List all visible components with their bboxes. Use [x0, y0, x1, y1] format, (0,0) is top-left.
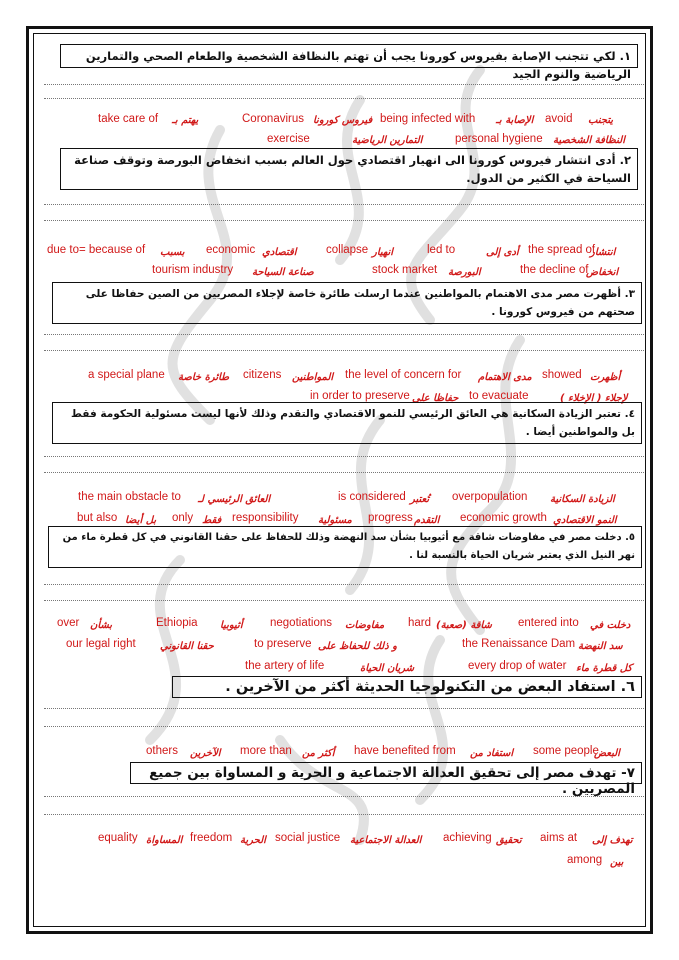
question-4: ٤. تعتبر الزيادة السكانية هي العائق الرئيسي للنمو الاقتصادي والتقدم وذلك لأنها ليست مسئولية الحكومة فقط بل والمواطنين أيضا .: [52, 402, 642, 444]
vocab-item: more than: [240, 745, 292, 757]
vocab-item: due to= because of: [47, 244, 146, 256]
vocab-item: overpopulation: [452, 491, 528, 503]
vocab-item: شاقة (صعبة): [436, 620, 492, 631]
answer-line: [44, 204, 644, 205]
vocab-item: دخلت في: [590, 620, 631, 631]
vocab-item: showed: [542, 369, 582, 381]
vocab-item: اقتصادي: [262, 247, 297, 258]
vocab-item: Coronavirus: [242, 113, 304, 125]
vocab-item: the level of concern for: [345, 369, 462, 381]
vocab-item: progress: [368, 512, 413, 524]
vocab-item: أدى إلى: [486, 247, 519, 258]
question-7: ٧- تهدف مصر إلى تحقيق العدالة الاجتماعية و الحرية و المساواة بين جميع المصريين .: [130, 762, 642, 784]
vocab-item: Ethiopia: [156, 617, 198, 629]
vocab-item: حقنا القانوني: [160, 641, 214, 652]
vocab-item: العدالة الاجتماعية: [350, 835, 422, 846]
vocab-item: انخفاض: [586, 267, 619, 278]
vocab-item: economic growth: [460, 512, 547, 524]
vocab-item: تُعتبر: [410, 494, 430, 505]
vocab-item: economic: [206, 244, 256, 256]
vocab-item: البعض: [594, 748, 620, 759]
vocab-item: أثيوبيا: [220, 620, 243, 631]
vocab-item: شريان الحياة: [360, 663, 415, 674]
vocab-item: و ذلك للحفاظ على: [318, 641, 397, 652]
answer-line: [44, 726, 644, 727]
vocab-item: طائرة خاصة: [178, 372, 230, 383]
vocab-item: الحرية: [240, 835, 266, 846]
vocab-item: responsibility: [232, 512, 299, 524]
vocab-item: led to: [427, 244, 456, 256]
vocab-item: فقط: [202, 515, 222, 526]
vocab-item: exercise: [267, 133, 310, 145]
vocab-item: مدى الاهتمام: [478, 372, 532, 383]
vocab-item: الزيادة السكانية: [550, 494, 615, 505]
question-1: ١. لكي تتجنب الإصابة بفيروس كورونا يجب أن تهتم بالنظافة الشخصية والطعام الصحي والتمارين الرياضية والنوم الجيد: [60, 44, 638, 68]
vocab-item: citizens: [243, 369, 282, 381]
vocab-item: صناعة السياحة: [252, 267, 314, 278]
vocab-item: بسبب: [160, 247, 185, 258]
vocab-item: collapse: [326, 244, 369, 256]
answer-line: [44, 472, 644, 473]
vocab-item: social justice: [275, 832, 341, 844]
vocab-item: التقدم: [414, 515, 440, 526]
vocab-item: take care of: [98, 113, 159, 125]
vocab-item: tourism industry: [152, 264, 234, 276]
answer-line: [44, 796, 644, 797]
vocab-item: مسئولية: [318, 515, 352, 526]
vocab-item: الإصابة بـ: [496, 115, 534, 126]
vocab-item: stock market: [372, 264, 438, 276]
vocab-item: حفاظا على: [412, 393, 459, 404]
answer-line: [44, 350, 644, 351]
vocab-item: العائق الرئيسي لـ: [198, 494, 271, 505]
question-2: ٢. أدى انتشار فيروس كورونا الى انهيار اقتصادي حول العالم بسبب انخفاض البورصة وتوقف صناعة السياحة في الكثير من الدول.: [60, 148, 638, 190]
answer-line: [44, 814, 644, 815]
question-6: ٦. استفاد البعض من التكنولوجيا الحديثة أكثر من الآخرين .: [172, 676, 642, 698]
vocab-item: الآخرين: [190, 748, 221, 759]
vocab-item: among: [567, 854, 603, 866]
answer-line: [44, 220, 644, 221]
answer-line: [44, 98, 644, 99]
vocab-item: in order to preserve: [310, 390, 410, 402]
vocab-item: لإجلاء ( الإخلاء ): [560, 393, 628, 404]
vocab-item: بشأن: [90, 620, 113, 631]
vocab-item: بين: [610, 857, 624, 868]
vocab-item: entered into: [518, 617, 579, 629]
vocab-item: some people: [533, 745, 599, 757]
vocab-item: كل قطرة ماء: [576, 663, 633, 674]
vocab-item: equality: [98, 832, 138, 844]
vocab-item: to preserve: [254, 638, 312, 650]
vocab-item: استفاد من: [470, 748, 514, 759]
vocab-item: achieving: [443, 832, 492, 844]
vocab-item: the decline of: [520, 264, 589, 276]
vocab-item: the Renaissance Dam: [462, 638, 576, 650]
vocab-item: مفاوضات: [345, 620, 385, 631]
vocab-item: يتجنب: [588, 115, 614, 126]
vocab-item: فيروس كورونا: [313, 115, 373, 126]
answer-line: [44, 84, 644, 85]
vocab-item: to evacuate: [469, 390, 529, 402]
vocab-item: hard: [408, 617, 432, 629]
answer-line: [44, 708, 644, 709]
vocab-item: the spread of: [528, 244, 596, 256]
vocab-item: every drop of water: [468, 660, 567, 672]
vocab-item: سد النهضة: [578, 641, 623, 652]
vocab-item: aims at: [540, 832, 578, 844]
vocab-item: المساواة: [146, 835, 183, 846]
vocab-item: انهيار: [372, 247, 394, 258]
vocab-item: a special plane: [88, 369, 165, 381]
vocab-item: النمو الاقتصادي: [553, 515, 617, 526]
vocab-item: التمارين الرياضية: [352, 135, 423, 146]
vocab-item: انتشار: [590, 247, 616, 258]
vocab-item: avoid: [545, 113, 573, 125]
question-5: ٥. دخلت مصر في مفاوضات شاقة مع أثيوبيا بشأن سد النهضة وذلك للحفاظ على حقنا القانوني في كل قطرة ماء من نهر النيل الذي يعتبر شريان الحياة بالنسبة لنا .: [48, 526, 642, 568]
vocab-item: the artery of life: [245, 660, 325, 672]
vocab-item: البورصة: [448, 267, 481, 278]
vocab-item: يهتم بـ: [172, 115, 199, 126]
vocab-item: بل أيضا: [125, 515, 157, 526]
answer-line: [44, 334, 644, 335]
vocab-item: have benefited from: [354, 745, 456, 757]
vocab-item: تهدف إلى: [592, 835, 633, 846]
answer-line: [44, 584, 644, 585]
vocab-item: أكثر من: [302, 748, 335, 759]
vocab-item: but also: [77, 512, 118, 524]
vocab-item: is considered: [338, 491, 406, 503]
vocab-item: others: [146, 745, 178, 757]
vocab-item: personal hygiene: [455, 133, 543, 145]
vocab-item: negotiations: [270, 617, 333, 629]
answer-line: [44, 456, 644, 457]
answer-line: [44, 600, 644, 601]
vocab-item: only: [172, 512, 194, 524]
vocab-item: freedom: [190, 832, 233, 844]
vocab-item: over: [57, 617, 80, 629]
vocab-item: being infected with: [380, 113, 476, 125]
vocab-item: the main obstacle to: [78, 491, 181, 503]
vocab-item: our legal right: [66, 638, 136, 650]
vocab-item: تحقيق: [496, 835, 522, 846]
vocab-item: أظهرت: [590, 372, 621, 383]
vocab-item: النظافة الشخصية: [553, 135, 625, 146]
question-3: ٣. أظهرت مصر مدى الاهتمام بالمواطنين عندما ارسلت طائرة خاصة لإجلاء المصريين من الصين حفاظا على صحتهم من فيروس كورونا .: [52, 282, 642, 324]
vocab-item: المواطنين: [292, 372, 334, 383]
